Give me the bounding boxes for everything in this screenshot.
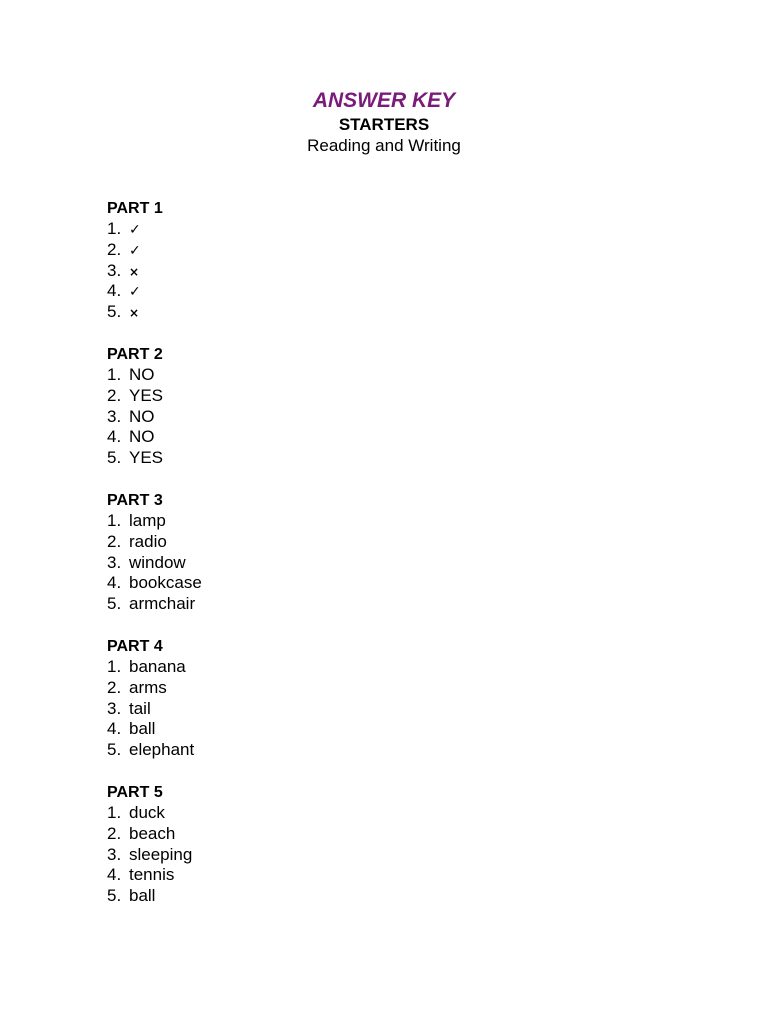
answer-item [107, 281, 507, 302]
answer-text: NO [129, 406, 155, 426]
answer-text: beach [129, 823, 176, 843]
answer-item [107, 261, 507, 282]
item-number: 4. [107, 865, 122, 885]
level-title: STARTERS [338, 115, 430, 134]
answer-item [107, 803, 507, 824]
answer-text: lamp [129, 510, 166, 530]
part-title: PART 1 [107, 200, 163, 217]
item-number: 3. [107, 406, 122, 426]
answer-text: ball [129, 886, 156, 906]
item-number: 4. [107, 719, 122, 739]
item-number: 4. [107, 281, 122, 301]
answer-part [107, 198, 507, 323]
answer-item [107, 886, 507, 907]
item-number: 3. [107, 844, 122, 864]
answer-item [107, 511, 507, 532]
item-number: 1. [107, 656, 122, 676]
answer-text: tennis [129, 865, 175, 885]
check-mark-icon: ✓ [129, 284, 141, 301]
answer-item [107, 865, 507, 886]
document-title: ANSWER KEY [312, 89, 456, 112]
answer-text: window [129, 552, 186, 572]
answer-text: NO [129, 427, 155, 447]
answer-item [107, 532, 507, 553]
item-number: 1. [107, 364, 122, 384]
check-mark-icon: ✓ [129, 222, 141, 238]
answer-text: bookcase [129, 573, 202, 593]
part-title: PART 2 [107, 345, 163, 363]
answer-item [107, 553, 507, 574]
answer-text: arms [129, 677, 167, 697]
answer-item [107, 386, 507, 407]
answer-part [107, 636, 507, 761]
part-title: PART 4 [107, 637, 163, 655]
answer-item [107, 302, 507, 323]
answer-text: radio [129, 531, 167, 551]
answer-item [107, 407, 507, 428]
answer-item [107, 678, 507, 699]
item-number: 3. [107, 552, 122, 572]
item-number: 5. [107, 740, 122, 760]
cross-mark-icon: × [129, 306, 140, 321]
answer-part [107, 782, 507, 907]
item-number: 1. [107, 510, 122, 530]
answer-item [107, 719, 507, 740]
answer-item [107, 427, 507, 448]
item-number: 3. [107, 260, 122, 280]
answer-part [107, 344, 507, 469]
item-number: 2. [107, 385, 122, 405]
answer-text: NO [129, 364, 155, 384]
answer-text: tail [129, 698, 151, 718]
item-number: 4. [107, 427, 122, 447]
item-number: 5. [107, 448, 122, 468]
answer-item [107, 365, 507, 386]
item-number: 5. [107, 302, 122, 322]
answer-item [107, 845, 507, 866]
answer-text: sleeping [129, 844, 193, 864]
answer-item [107, 594, 507, 615]
answer-item [107, 573, 507, 594]
answer-text: ball [129, 719, 156, 739]
answer-item [107, 657, 507, 678]
item-number: 1. [107, 802, 122, 822]
item-number: 2. [107, 239, 122, 259]
answer-text: armchair [129, 594, 196, 614]
answer-part [107, 490, 507, 615]
answer-item [107, 740, 507, 761]
answer-parts [107, 198, 507, 928]
skill-title: Reading and Writing [307, 136, 461, 155]
check-mark-icon: ✓ [129, 242, 141, 259]
answer-item [107, 240, 507, 261]
answer-item [107, 824, 507, 845]
part-title: PART 3 [107, 491, 163, 509]
cross-mark-icon: × [129, 264, 140, 279]
answer-item [107, 448, 507, 469]
item-number: 5. [107, 886, 122, 906]
answer-text: elephant [129, 740, 195, 760]
answer-item [107, 219, 507, 240]
item-number: 2. [107, 531, 122, 551]
item-number: 3. [107, 698, 122, 718]
part-title: PART 5 [107, 783, 163, 801]
document-header [0, 88, 768, 156]
item-number: 2. [107, 677, 122, 697]
answer-text: banana [129, 656, 186, 676]
item-number: 5. [107, 594, 122, 614]
answer-text: YES [129, 385, 164, 405]
item-number: 2. [107, 823, 122, 843]
answer-text: duck [129, 802, 165, 822]
answer-item [107, 699, 507, 720]
item-number: 4. [107, 573, 122, 593]
item-number: 1. [107, 219, 122, 238]
answer-text: YES [129, 448, 164, 468]
